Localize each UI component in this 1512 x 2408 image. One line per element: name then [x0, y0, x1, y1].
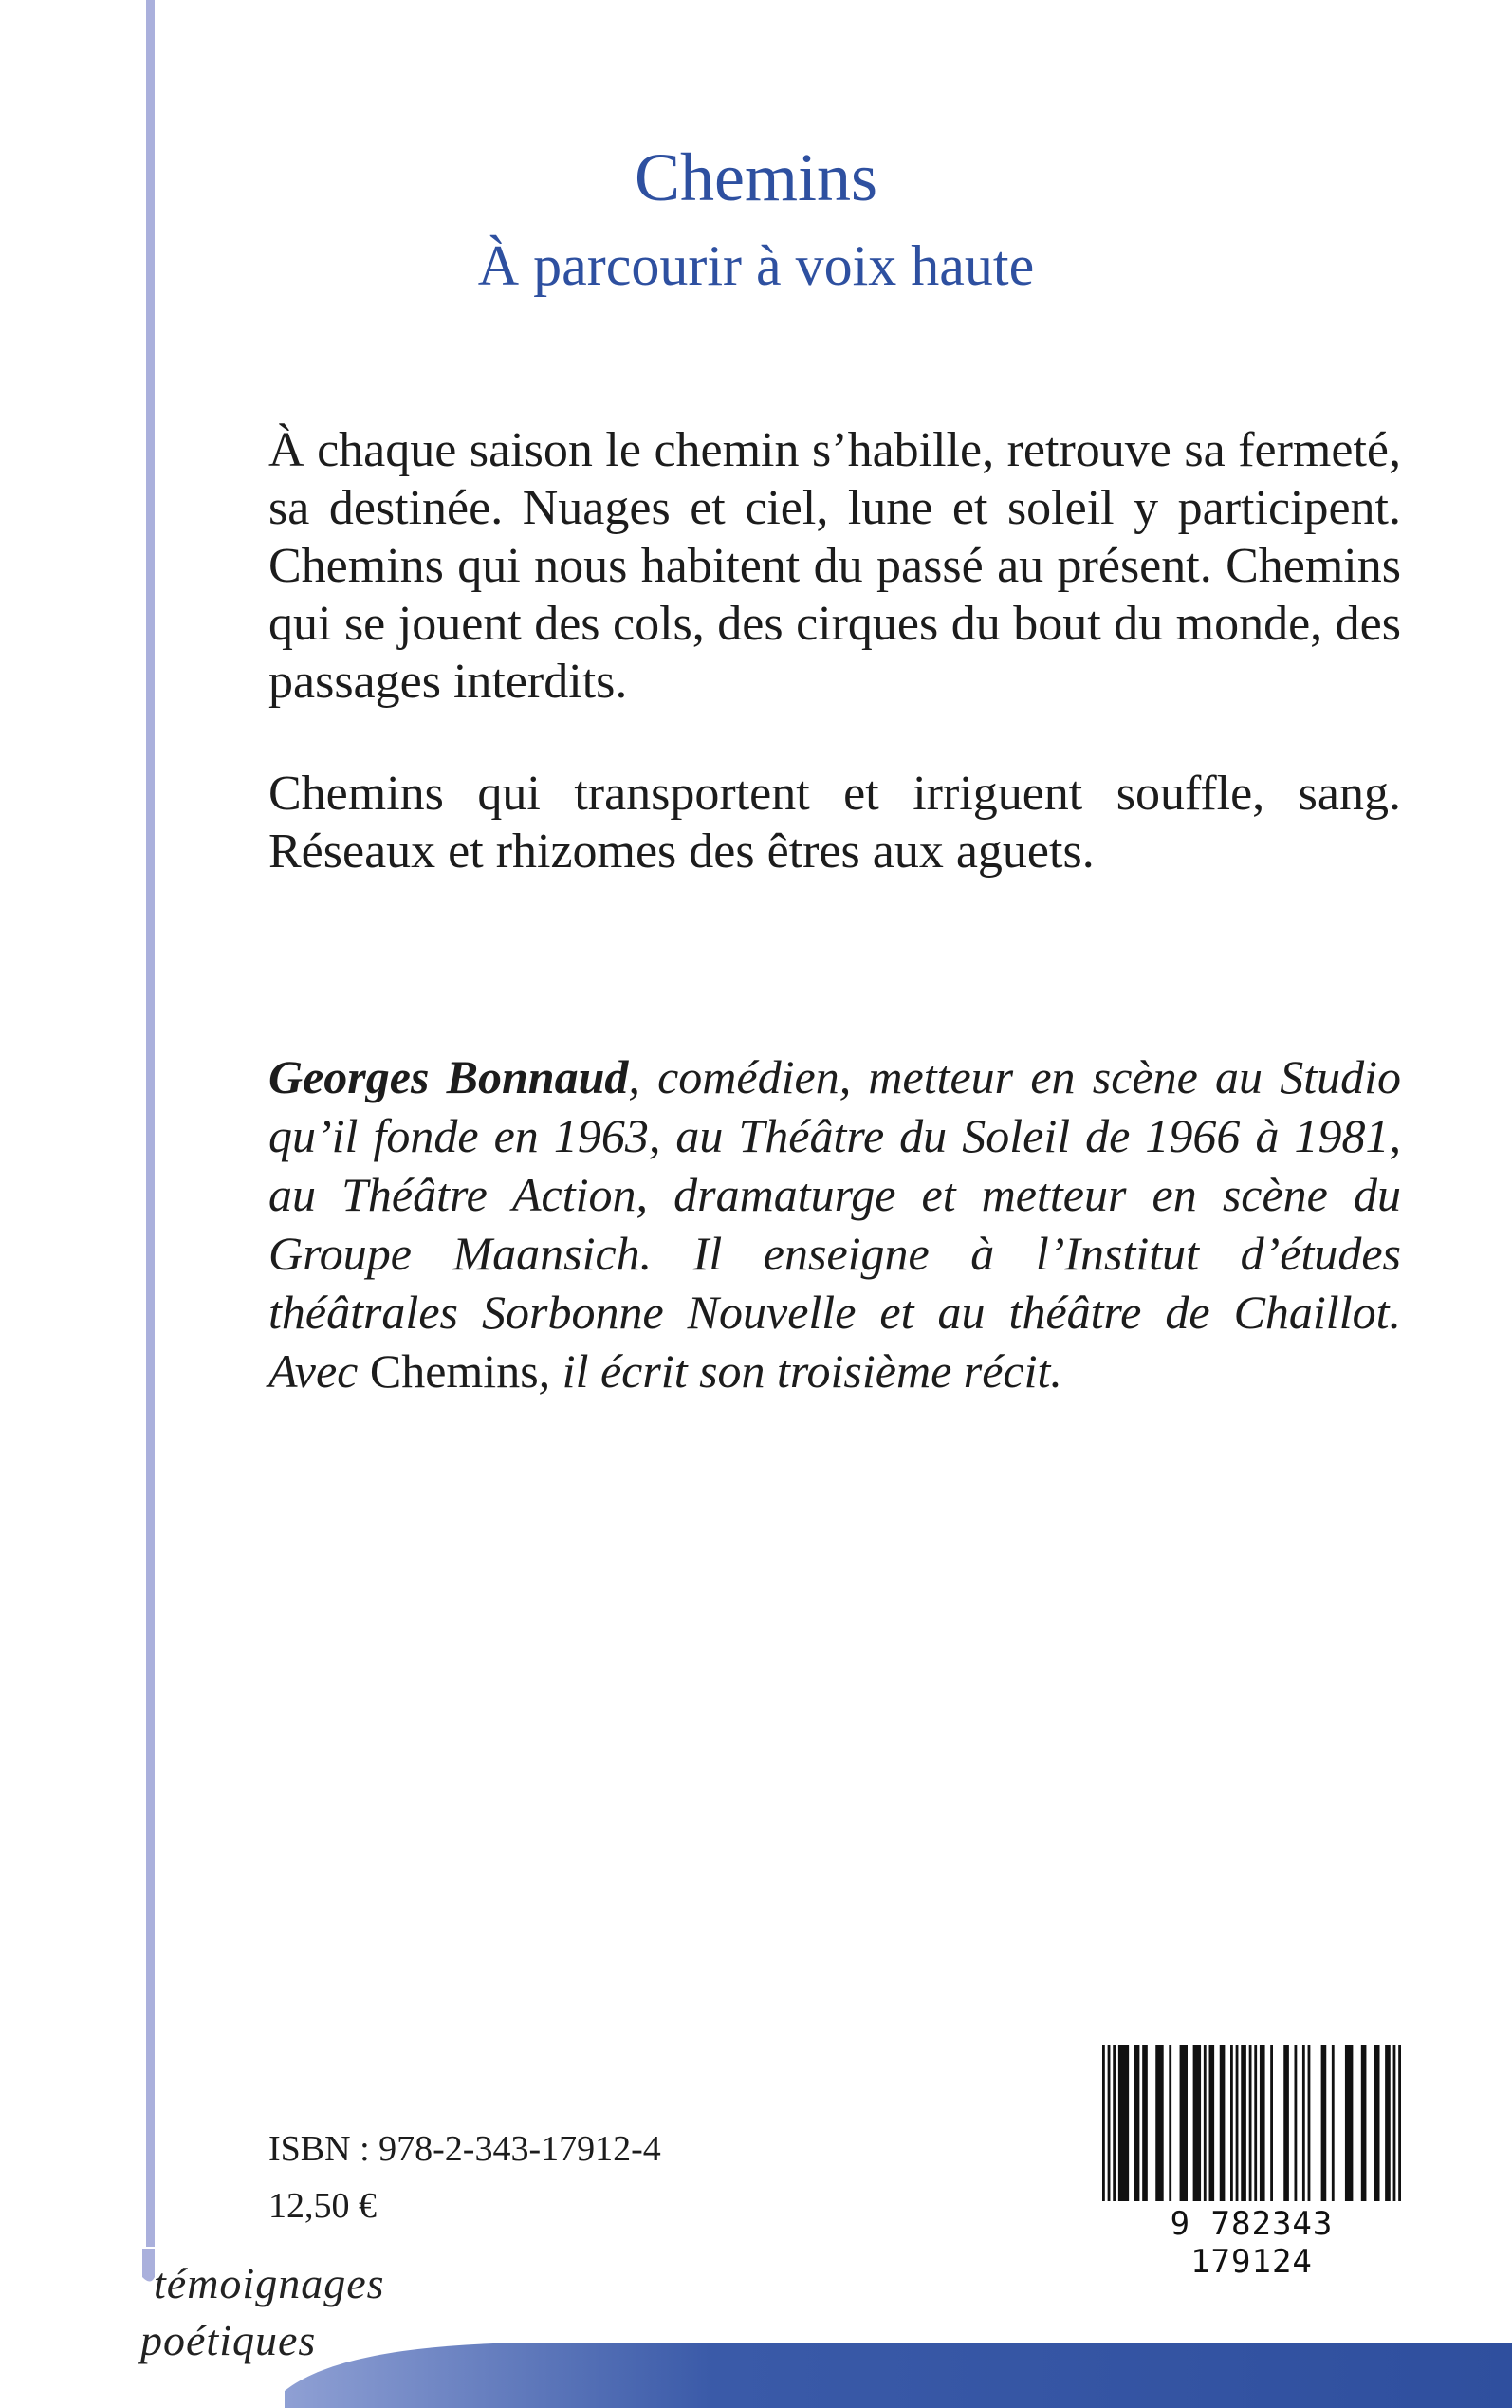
barcode-bar: [1283, 2045, 1289, 2201]
barcode-bar: [1193, 2045, 1201, 2201]
barcode-bar: [1102, 2045, 1105, 2201]
barcode-bar: [1385, 2045, 1391, 2201]
barcode-bar: [1302, 2045, 1305, 2201]
isbn: ISBN : 978-2-343-17912-4: [268, 2129, 661, 2169]
barcode-bar: [1142, 2045, 1148, 2201]
barcode-digits: 9 782343 179124: [1170, 2205, 1334, 2281]
barcode-bar: [1230, 2045, 1233, 2201]
barcode-bar: [1113, 2045, 1116, 2201]
blurb-paragraph-2: Chemins qui transportent et irriguent souffle, sang. Réseaux et rhizomes des êtres aux aguets.: [268, 767, 1401, 879]
barcode-bar: [1393, 2045, 1396, 2201]
barcode: [1102, 2045, 1401, 2281]
barcode-bar: [1260, 2045, 1265, 2201]
author-bio-text-1: , comédien, metteur en scène au Studio qu’il fonde en 1963, au Théâtre du Soleil de 1966 à 1981, au Théâtre Action, dramaturge et metteur en scène du Groupe Maansich. Il enseigne à l’Institut d’études théâtrales Sorbonne Nouvelle et au théâtre de Chaillot. Avec: [268, 1050, 1402, 1398]
barcode-bar: [1220, 2045, 1226, 2201]
barcode-bar: [1241, 2045, 1246, 2201]
barcode-bar: [1108, 2045, 1111, 2201]
barcode-bar: [1118, 2045, 1129, 2201]
blurb-paragraph-1: À chaque saison le chemin s’habille, retrouve sa fermeté, sa destinée. Nuages et ciel, lune et soleil y participent. Chemins qui nous habitent du passé au présent. Chemins qui se jouent des cols, des cirques du bout du monde, des passages interdits.: [268, 423, 1401, 709]
barcode-bar: [1321, 2045, 1327, 2201]
barcode-bar: [1345, 2045, 1353, 2201]
barcode-bar: [1169, 2045, 1171, 2201]
spine-stripe: [146, 0, 155, 2247]
barcode-bar: [1180, 2045, 1188, 2201]
barcode-bar: [1361, 2045, 1367, 2201]
author-bio: [268, 1047, 1401, 1400]
barcode-bars: [1102, 2045, 1401, 2201]
barcode-bar: [1236, 2045, 1239, 2201]
collection-name-line-1: témoignages: [154, 2259, 385, 2307]
book-subtitle: À parcourir à voix haute: [477, 234, 1035, 297]
author-bio-text-2: , il écrit son troisième récit.: [538, 1344, 1062, 1398]
barcode-bar: [1374, 2045, 1380, 2201]
barcode-bar: [1308, 2045, 1311, 2201]
barcode-bar: [1204, 2045, 1207, 2201]
book-title: Chemins: [634, 139, 877, 215]
collection-name-line-2: poétiques: [140, 2316, 317, 2364]
barcode-bar: [1295, 2045, 1298, 2201]
barcode-bar: [1254, 2045, 1257, 2201]
author-name: Georges Bonnaud: [268, 1050, 629, 1103]
barcode-bar: [1134, 2045, 1140, 2201]
author-bio-book-title: Chemins: [369, 1344, 539, 1398]
barcode-bar: [1209, 2045, 1215, 2201]
barcode-bar: [1155, 2045, 1163, 2201]
barcode-bar: [1249, 2045, 1252, 2201]
barcode-bar: [1398, 2045, 1401, 2201]
barcode-bar: [1332, 2045, 1335, 2201]
barcode-bar: [1270, 2045, 1273, 2201]
price: 12,50 €: [268, 2186, 377, 2226]
